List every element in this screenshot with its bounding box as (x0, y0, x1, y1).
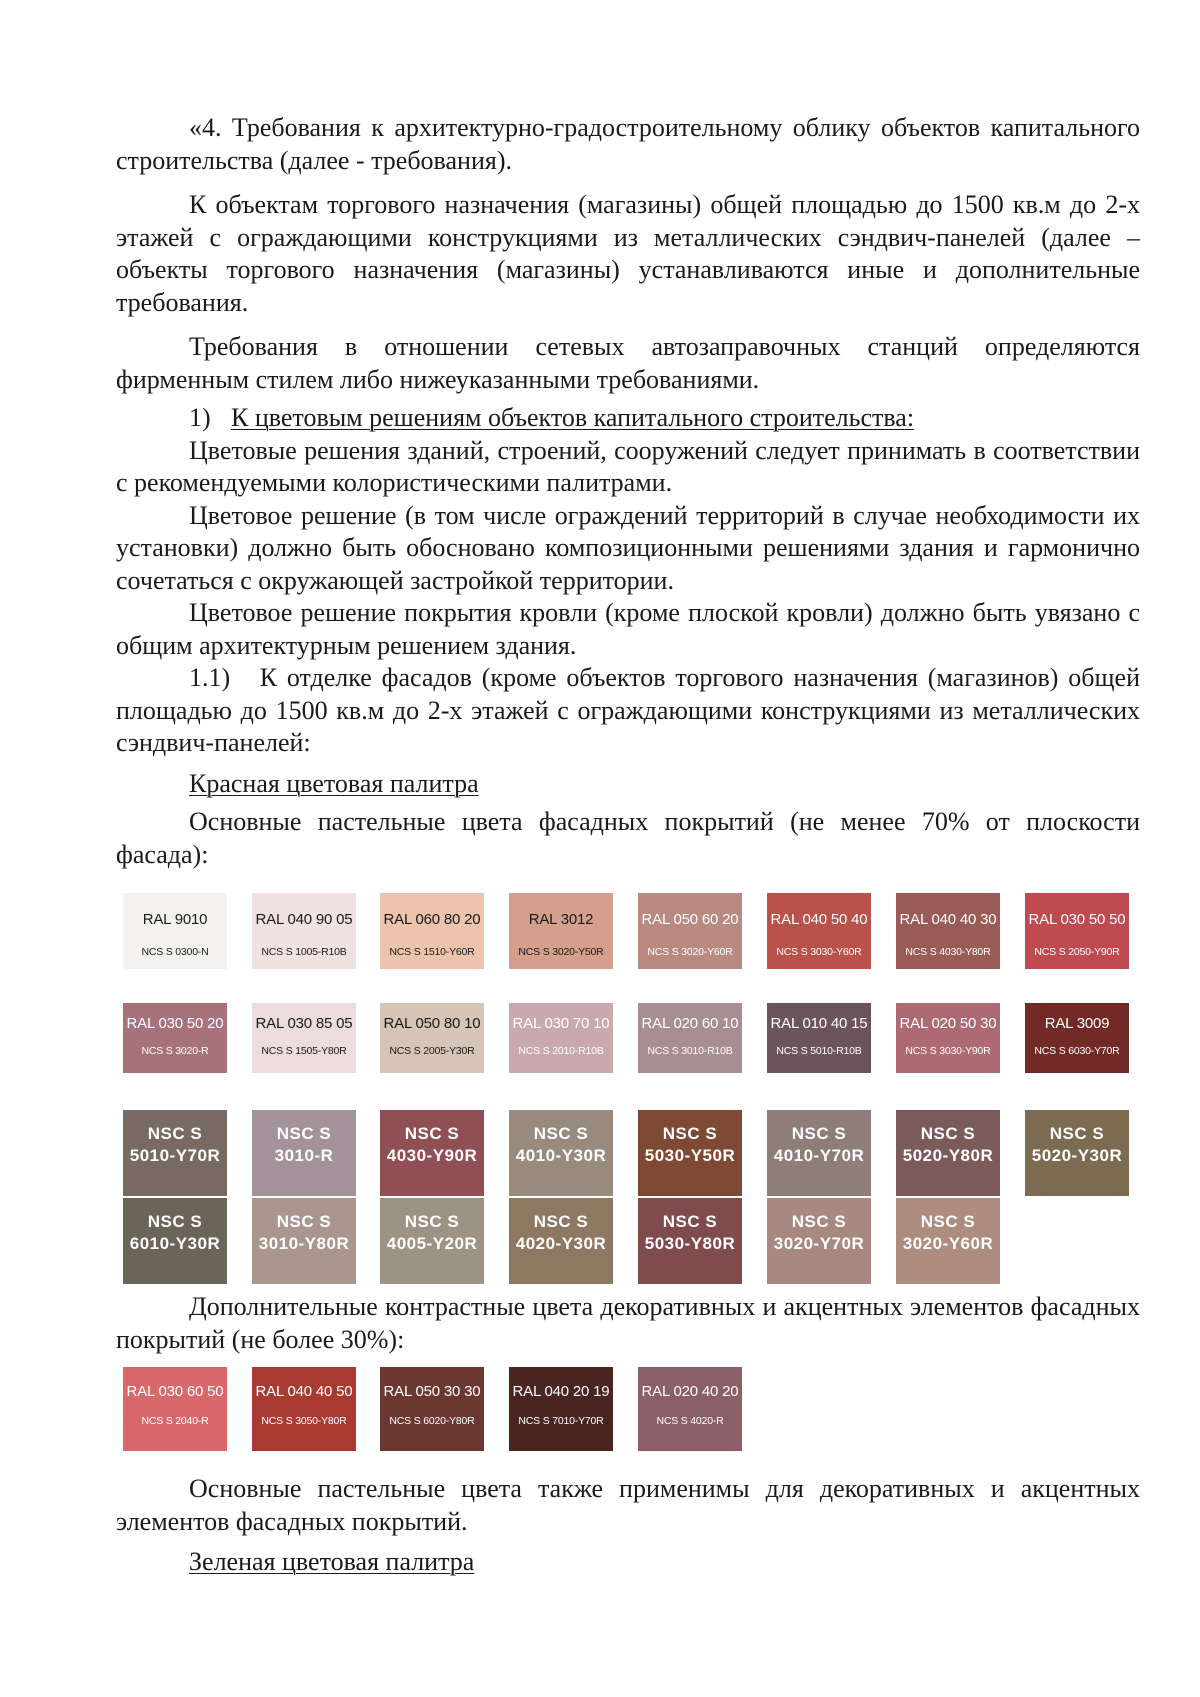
swatch-ral-code: RAL 040 40 30 (899, 911, 997, 928)
paragraph-roof-color: Цветовое решение покрытия кровли (кроме плоской кровли) должно быть увязано с общим архитектурным решением здания. (116, 598, 1140, 660)
swatch-color-code: 5020-Y80R (902, 1146, 994, 1165)
list-item-1-heading: К цветовым решениям объектов капитального строительства: (231, 403, 915, 432)
swatch-ral-code: RAL 040 20 19 (512, 1383, 610, 1400)
paragraph-gas-stations: Требования в отношении сетевых автозаправочных станций определяются фирменным стилем либо нижеуказанными требованиями. (116, 332, 1140, 394)
paragraph-facade-number: 1.1) (189, 663, 231, 692)
swatch-ncs-code: NCS S 0300-N (141, 946, 209, 958)
swatch-palette_row1-2 (252, 893, 356, 969)
red-palette-heading: Красная цветовая палитра (189, 768, 479, 798)
swatch-palette_row3-8 (1025, 1110, 1129, 1196)
paragraph-facade-finishing (116, 662, 1140, 760)
accent-swatch-3 (380, 1367, 484, 1451)
swatch-color-code: 4030-Y90R (386, 1146, 478, 1165)
swatch-ncs-code: NCS S 3010-R10B (647, 1045, 733, 1057)
swatch-ral-code: RAL 030 85 05 (255, 1015, 353, 1032)
swatch-system-label: NSC S (404, 1124, 460, 1143)
swatch-palette_row2-7 (896, 1003, 1000, 1073)
swatch-ncs-code: NCS S 3020-Y60R (647, 946, 733, 958)
swatch-color-code: 5030-Y80R (644, 1234, 736, 1253)
swatch-ncs-code: NCS S 3020-R (141, 1045, 209, 1057)
swatch-palette_row4-4 (509, 1198, 613, 1284)
swatch-ncs-code: NCS S 1505-Y80R (261, 1045, 347, 1057)
swatch-palette_row3-6 (767, 1110, 871, 1196)
swatch-system-label: NSC S (147, 1212, 203, 1231)
paragraph-fencing-color: Цветовое решение (в том числе ограждений территорий в случае необходимости их установки) должно быть обосновано композиционными решениями здания и гармонично сочетаться с окружающей застройкой территории. (116, 500, 1140, 595)
swatch-palette_row3-7 (896, 1110, 1000, 1196)
paragraph-trade-objects: К объектам торгового назначения (магазины) общей площадью до 1500 кв.м до 2-х этажей с ограждающими конструкциями из металлических сэндвич-панелей (далее – объекты торгового назначения (магазины) устанавливаются иные и дополнительные требования. (116, 190, 1140, 317)
swatch-ncs-code: NCS S 2005-Y30R (389, 1045, 475, 1057)
swatch-color-code: 5030-Y50R (644, 1146, 736, 1165)
swatch-system-label: NSC S (920, 1124, 976, 1143)
swatch-ncs-code: NCS S 3030-Y90R (905, 1045, 991, 1057)
swatch-system-label: NSC S (791, 1124, 847, 1143)
swatch-palette_row1-5 (638, 893, 742, 969)
swatch-system-label: NSC S (662, 1124, 718, 1143)
swatch-palette_row4-6 (767, 1198, 871, 1284)
swatch-palette_row2-3 (380, 1003, 484, 1073)
swatch-palette_row4-7 (896, 1198, 1000, 1284)
swatch-palette_row2-6 (767, 1003, 871, 1073)
swatch-palette_row4-1 (123, 1198, 227, 1284)
swatch-ncs-code: NCS S 2050-Y90R (1034, 946, 1120, 958)
main-colors-caption: Основные пастельные цвета фасадных покрытий (не менее 70% от плоскости фасада): (116, 807, 1140, 869)
swatch-ral-code: RAL 040 40 50 (255, 1383, 353, 1400)
paragraph-color-solutions: Цветовые решения зданий, строений, сооружений следует принимать в соответствии с рекомендуемыми колористическими палитрами. (116, 435, 1140, 497)
swatch-palette_row1-3 (380, 893, 484, 969)
swatch-ral-code: RAL 020 50 30 (899, 1015, 997, 1032)
swatch-color-code: 4005-Y20R (386, 1234, 478, 1253)
swatch-ral-code: RAL 030 50 20 (126, 1015, 224, 1032)
swatch-palette_row4-5 (638, 1198, 742, 1284)
swatch-ncs-code: NCS S 2040-R (141, 1415, 209, 1427)
accent-swatch-4 (509, 1367, 613, 1451)
swatch-system-label: NSC S (1049, 1124, 1105, 1143)
swatch-system-label: NSC S (533, 1212, 589, 1231)
document-page-end (116, 1473, 1140, 1579)
swatch-ral-code: RAL 060 80 20 (383, 911, 481, 928)
swatch-ral-code: RAL 050 60 20 (641, 911, 739, 928)
swatch-palette_row1-1 (123, 893, 227, 969)
swatch-palette_row1-8 (1025, 893, 1129, 969)
document-page (116, 112, 1140, 871)
swatch-system-label: NSC S (791, 1212, 847, 1231)
swatch-ral-code: RAL 020 40 20 (641, 1383, 739, 1400)
swatch-ncs-code: NCS S 4030-Y80R (905, 946, 991, 958)
swatch-ral-code: RAL 030 60 50 (126, 1383, 224, 1400)
swatch-ral-code: RAL 050 80 10 (383, 1015, 481, 1032)
swatch-color-code: 4010-Y70R (773, 1146, 865, 1165)
swatch-system-label: NSC S (276, 1212, 332, 1231)
accent-swatch-1 (123, 1367, 227, 1451)
paragraph-facade-text: К отделке фасадов (кроме объектов торгового назначения (магазинов) общей площадью до 1500 кв.м до 2-х этажей с ограждающими конструкциями из металлических сэндвич-панелей: (116, 663, 1141, 757)
swatch-ncs-code: NCS S 4020-R (656, 1415, 724, 1427)
swatch-ral-code: RAL 3009 (1044, 1015, 1110, 1032)
swatch-palette_row1-7 (896, 893, 1000, 969)
swatch-ncs-code: NCS S 6030-Y70R (1034, 1045, 1120, 1057)
swatch-system-label: NSC S (662, 1212, 718, 1231)
swatch-ncs-code: NCS S 5010-R10B (776, 1045, 862, 1057)
swatch-color-code: 5020-Y30R (1031, 1146, 1123, 1165)
swatch-palette_row2-5 (638, 1003, 742, 1073)
swatch-system-label: NSC S (920, 1212, 976, 1231)
swatch-palette_row3-1 (123, 1110, 227, 1196)
swatch-ncs-code: NCS S 3020-Y50R (518, 946, 604, 958)
swatch-palette_row2-4 (509, 1003, 613, 1073)
swatch-color-code: 6010-Y30R (129, 1234, 221, 1253)
swatch-palette_row2-8 (1025, 1003, 1129, 1073)
swatch-palette_row2-2 (252, 1003, 356, 1073)
swatch-ral-code: RAL 030 70 10 (512, 1015, 610, 1032)
swatch-ral-code: RAL 3012 (528, 911, 594, 928)
paragraph-pastel-usage: Основные пастельные цвета также применимы для декоративных и акцентных элементов фасадных покрытий. (116, 1474, 1140, 1536)
swatch-color-code: 5010-Y70R (129, 1146, 221, 1165)
swatch-color-code: 4020-Y30R (515, 1234, 607, 1253)
swatch-ncs-code: NCS S 2010-R10B (518, 1045, 604, 1057)
swatch-ral-code: RAL 050 30 30 (383, 1383, 481, 1400)
swatch-ncs-code: NCS S 3030-Y60R (776, 946, 862, 958)
list-item-1 (189, 402, 1140, 435)
swatch-system-label: NSC S (404, 1212, 460, 1231)
swatch-system-label: NSC S (533, 1124, 589, 1143)
swatch-palette_row3-2 (252, 1110, 356, 1196)
swatch-ral-code: RAL 010 40 15 (770, 1015, 868, 1032)
list-item-1-number: 1) (189, 403, 211, 432)
swatch-ncs-code: NCS S 3050-Y80R (261, 1415, 347, 1427)
swatch-palette_row3-3 (380, 1110, 484, 1196)
swatch-palette_row2-1 (123, 1003, 227, 1073)
swatch-color-code: 3020-Y70R (773, 1234, 865, 1253)
swatch-ral-code: RAL 020 60 10 (641, 1015, 739, 1032)
swatch-palette_row3-4 (509, 1110, 613, 1196)
green-palette-heading: Зеленая цветовая палитра (189, 1547, 475, 1576)
swatch-color-code: 3020-Y60R (902, 1234, 994, 1253)
swatch-palette_row1-6 (767, 893, 871, 969)
paragraph-section-4-title: «4. Требования к архитектурно-градостроительному облику объектов капитального строительства (далее - требования). (116, 113, 1140, 175)
swatch-color-code: 4010-Y30R (515, 1146, 607, 1165)
swatch-ncs-code: NCS S 7010-Y70R (518, 1415, 604, 1427)
swatch-ncs-code: NCS S 1510-Y60R (389, 946, 475, 958)
swatch-palette_row4-3 (380, 1198, 484, 1284)
swatch-system-label: NSC S (276, 1124, 332, 1143)
swatch-system-label: NSC S (147, 1124, 203, 1143)
swatch-color-code: 3010-Y80R (258, 1234, 350, 1253)
swatch-palette_row3-5 (638, 1110, 742, 1196)
swatch-ral-code: RAL 040 90 05 (255, 911, 353, 928)
swatch-ral-code: RAL 030 50 50 (1028, 911, 1126, 928)
swatch-palette_row4-2 (252, 1198, 356, 1284)
swatch-ral-code: RAL 040 50 40 (770, 911, 868, 928)
swatch-palette_row1-4 (509, 893, 613, 969)
accent-colors-caption: Дополнительные контрастные цвета декоративных и акцентных элементов фасадных покрытий (не более 30%): (116, 1292, 1140, 1354)
swatch-color-code: 3010-R (274, 1146, 334, 1165)
swatch-ncs-code: NCS S 6020-Y80R (389, 1415, 475, 1427)
document-page-continued (116, 1291, 1140, 1356)
accent-swatch-2 (252, 1367, 356, 1451)
swatch-ral-code: RAL 9010 (142, 911, 208, 928)
accent-swatch-5 (638, 1367, 742, 1451)
swatch-ncs-code: NCS S 1005-R10B (261, 946, 347, 958)
